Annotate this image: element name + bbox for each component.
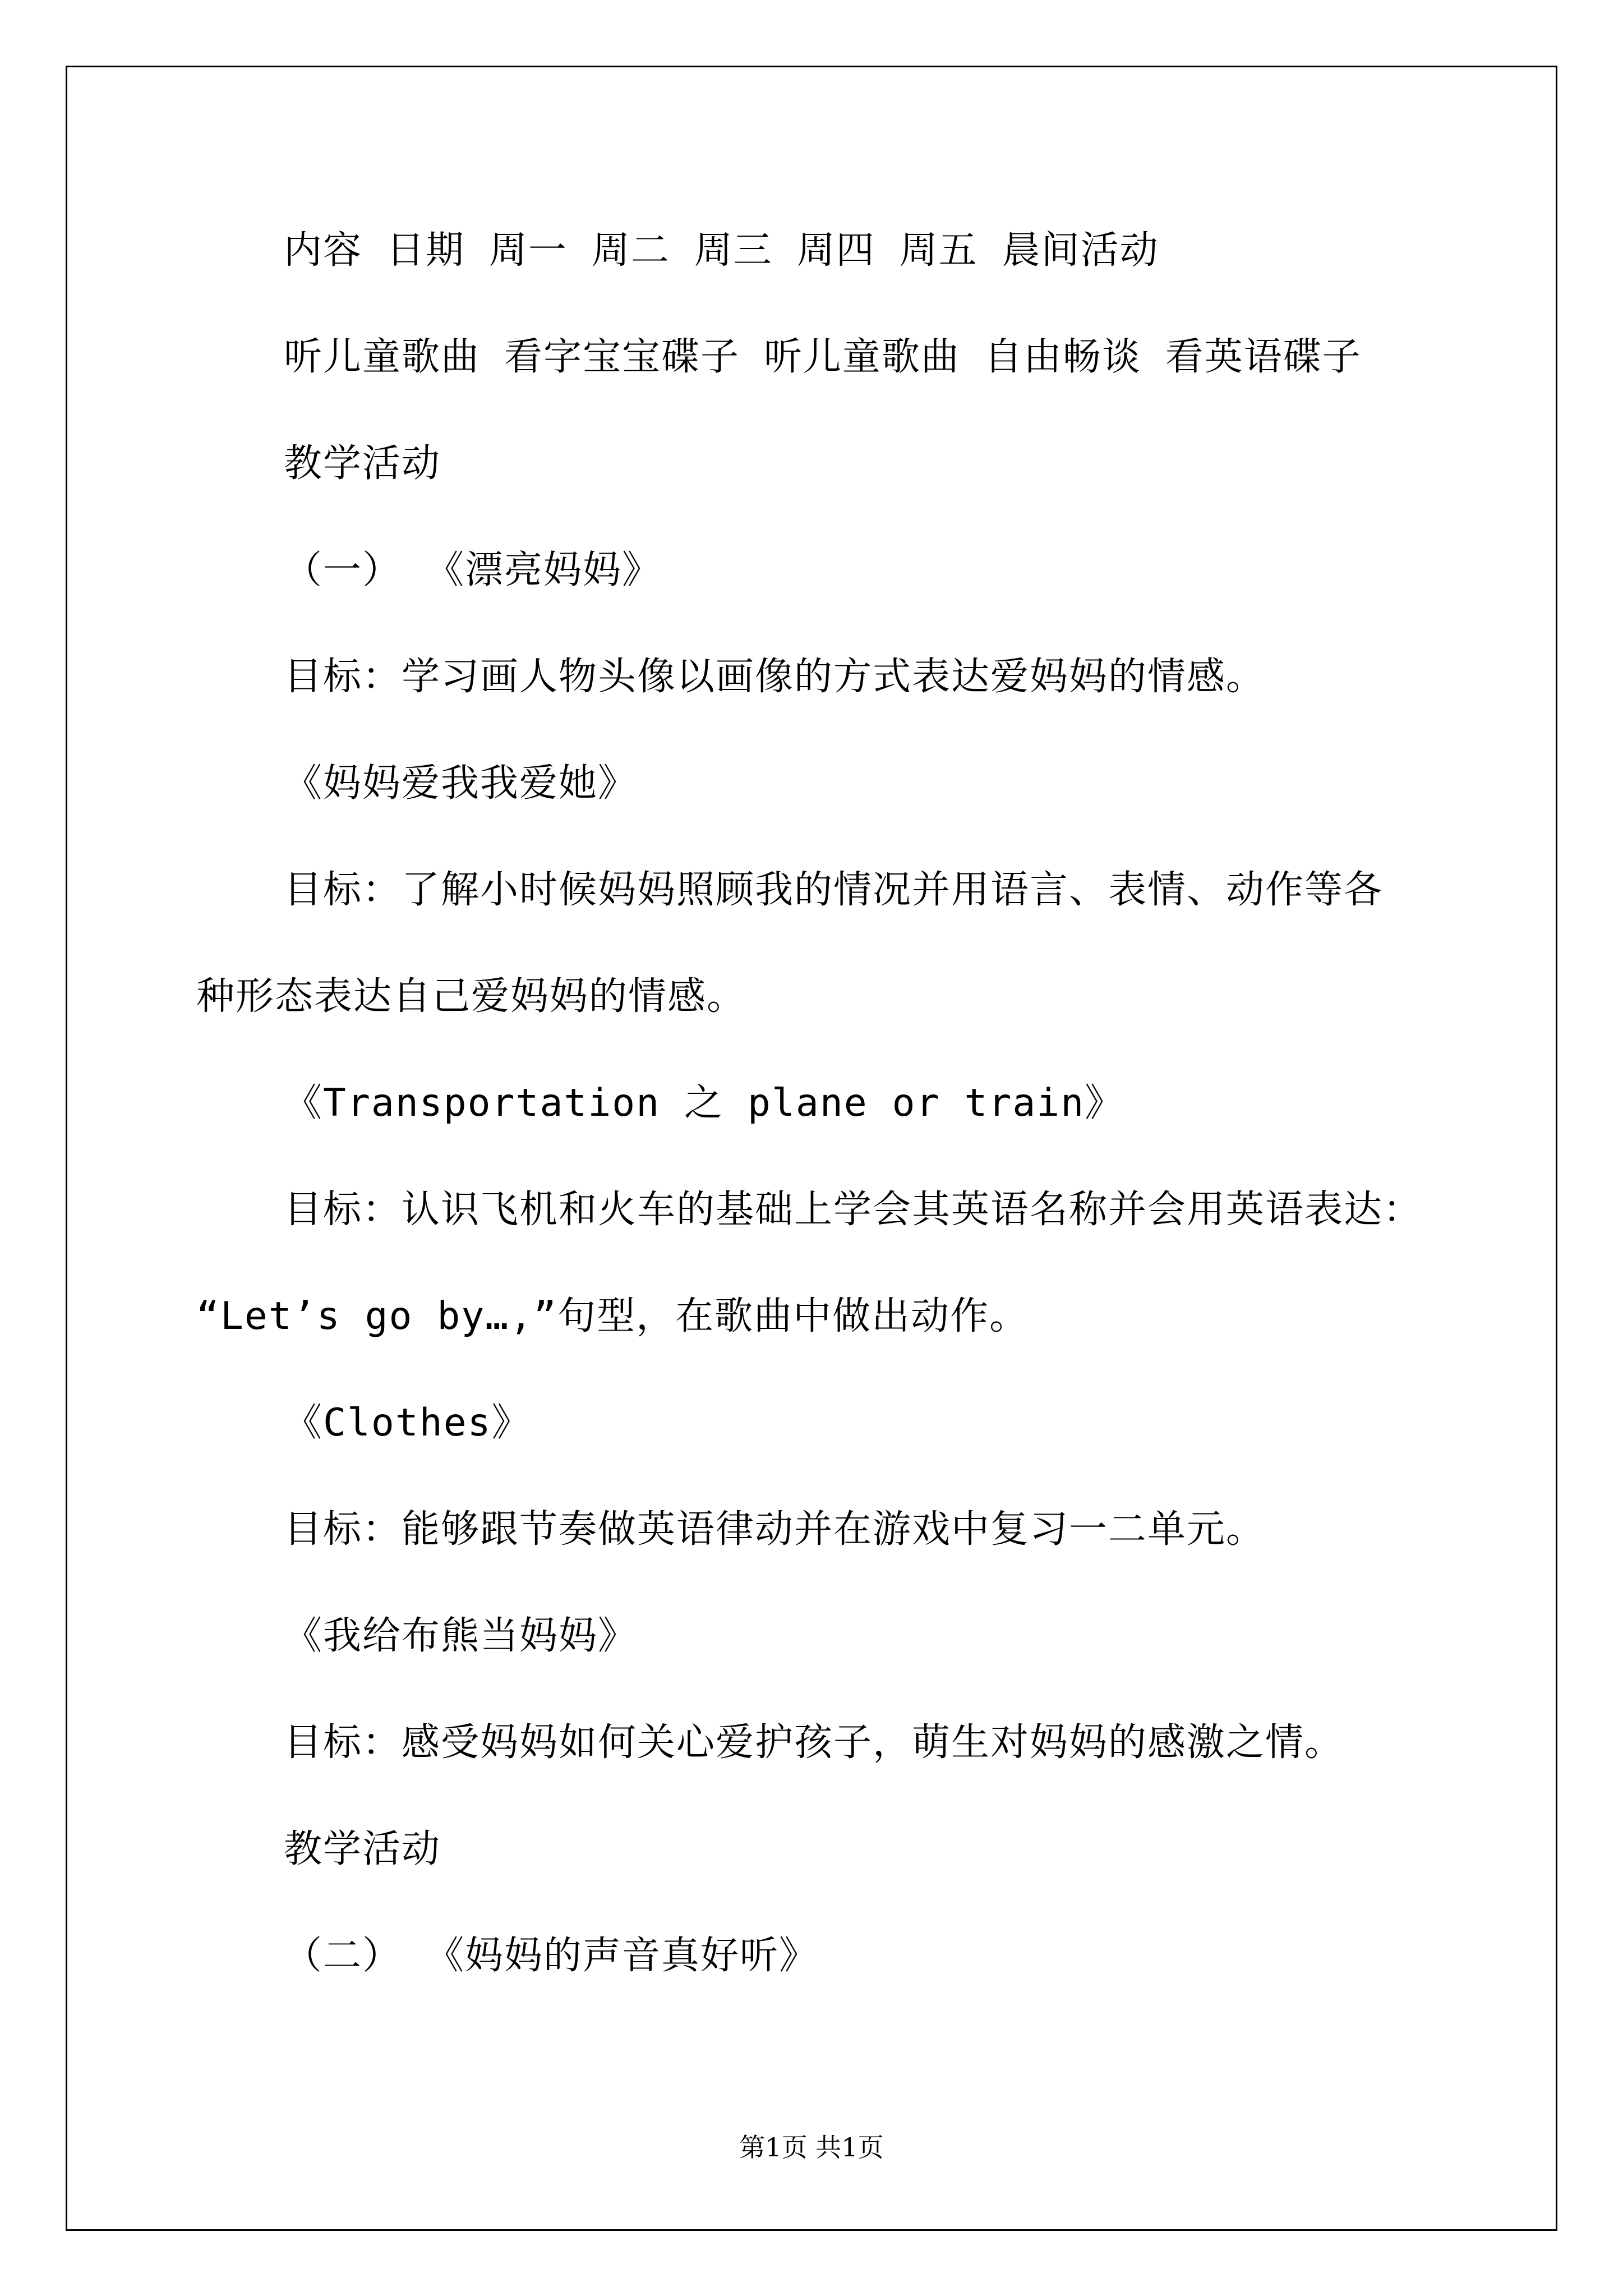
lesson-title: （二） 《妈妈的声音真好听》 <box>284 1934 818 1978</box>
schedule-header-line: 内容 日期 周一 周二 周三 周四 周五 晨间活动 <box>284 228 1159 273</box>
lesson-title: 《Transportation 之 plane or train》 <box>284 1081 1124 1125</box>
lesson-title: 《我给布熊当妈妈》 <box>284 1614 638 1658</box>
lesson-goal: 目标：能够跟节奏做英语律动并在游戏中复习一二单元。 <box>284 1507 1266 1552</box>
lesson-title: 《Clothes》 <box>284 1401 531 1445</box>
lesson-goal: 目标：学习画人物头像以画像的方式表达爱妈妈的情感。 <box>284 655 1266 699</box>
lesson-goal: 目标：感受妈妈如何关心爱护孩子，萌生对妈妈的感激之情。 <box>284 1720 1344 1765</box>
page-border <box>66 66 1557 2231</box>
section-heading: 教学活动 <box>284 441 441 486</box>
lesson-title: 《妈妈爱我我爱她》 <box>284 761 638 806</box>
lesson-goal: 目标：了解小时候妈妈照顾我的情况并用语言、表情、动作等各 <box>284 868 1384 912</box>
lesson-goal-continued: 种形态表达自己爱妈妈的情感。 <box>196 974 746 1019</box>
morning-activities-line: 听儿童歌曲 看字宝宝碟子 听儿童歌曲 自由畅谈 看英语碟子 <box>284 335 1362 379</box>
lesson-goal-continued: “Let’s go by…,”句型，在歌曲中做出动作。 <box>196 1294 1029 1338</box>
lesson-title: （一） 《漂亮妈妈》 <box>284 548 661 592</box>
lesson-goal: 目标：认识飞机和火车的基础上学会其英语名称并会用英语表达： <box>284 1188 1423 1232</box>
page-number: 第1页 共1页 <box>739 2132 884 2162</box>
section-heading: 教学活动 <box>284 1827 441 1871</box>
